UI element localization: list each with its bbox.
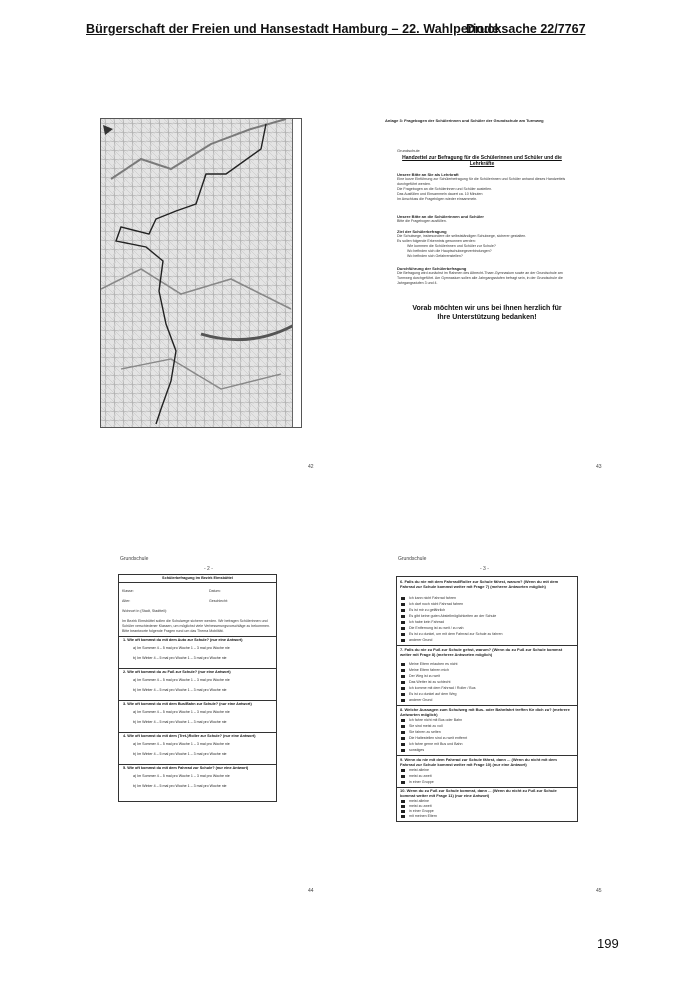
q3-summer: a) Im Sommer 4 – 5 mal pro Woche 1 – 3 mal pro Woche nie — [133, 710, 230, 714]
handout-heading: Handzettel zur Befragung für die Schülerinnen und Schüler und die Lehrkräfte — [402, 155, 562, 167]
thumb-page-44: 44 — [308, 888, 314, 894]
grundschule-label: Grundschule — [397, 148, 420, 153]
q2-winter: b) Im Winter 4 – 5 mal pro Woche 1 – 3 mal pro Woche nie — [133, 688, 227, 692]
q1-winter: b) Im Winter 4 – 5 mal pro Woche 1 – 3 mal pro Woche nie — [133, 656, 227, 660]
page-mark-45: - 3 - — [480, 566, 489, 572]
survey-form-44 — [118, 574, 277, 802]
section-procedure: Durchführung der Schülerbefragung Die Befragung wird zunächst im Rahmen des Albrecht-Thaer-Gymnasium sowie an der Grundschule am Turmweg durchgeführt. Am Gymnasium sollen alle Jahrgangsstufen befragt sein, in der Grundschule die Jahrgangsstufen 3 und 4. — [397, 266, 563, 285]
grundschule-label-45: Grundschule — [398, 556, 427, 562]
question-7: 7. Falls du nie zu Fuß zur Schule gehst, warum? (Wenn du zu Fuß zur Schule kommst weiter mit Frage 8) (mehrere Antworten möglich) — [400, 647, 563, 657]
question-10: 10. Wenn du zu Fuß zur Schule kommst, dann ... (Wenn du nicht zu Fuß zur Schule kommst weiter mit Frage 11) (nur eine Antwort) — [400, 788, 557, 798]
q5-winter: b) Im Winter 4 – 5 mal pro Woche 1 – 3 mal pro Woche nie — [133, 784, 227, 788]
question-5: 5. Wie oft kommst du mit dem Fahrrad zur Schule? (nur eine Antwort) — [119, 764, 276, 770]
form-title: Schülerbefragung im Bezirk Eimsbüttel — [119, 575, 276, 583]
annex-title: Anlage 3: Fragebogen der Schülerinnen und Schüler der Grundschule am Turmweg — [385, 118, 544, 123]
map-graphic — [101, 119, 301, 427]
handout-page — [385, 118, 585, 328]
field-residence: Wohnort in (Stadt, Stadtteil): — [122, 609, 168, 613]
page-number: 199 — [597, 936, 619, 951]
map-image — [100, 118, 302, 428]
q4-winter: b) Im Winter 4 – 5 mal pro Woche 1 – 3 mal pro Woche nie — [133, 752, 227, 756]
field-date: Datum: — [209, 589, 221, 593]
grundschule-label-44: Grundschule — [120, 556, 149, 562]
section-students: Unsere Bitte an die Schülerinnen und Schüler Bitte die Fragebogen ausfüllen. — [397, 214, 484, 223]
thumb-page-42: 42 — [308, 464, 314, 470]
section-goal: Ziel der Schülerbefragung Die Schulwege, insbesondere die selbstständigen Schulwege, sicherer gestalten. Es sollen folgende Erkenntnis gewonnen werden: Wie kommen die Schülerinnen und Schüler zur Schule? Wo befinden sich die Hauptschulwegeverbindungen? Wo befinden sich Gefahrenstellen? — [397, 229, 527, 258]
q1-summer: a) Im Sommer 4 – 5 mal pro Woche 1 – 3 mal pro Woche nie — [133, 646, 230, 650]
map-sidebar-strip — [292, 119, 301, 427]
thanks-note: Vorab möchten wir uns bei Ihnen herzlich für Ihre Unterstützung bedanken! — [412, 305, 562, 321]
question-2: 2. Wie oft kommst du zu Fuß zur Schule? (nur eine Antwort) — [119, 668, 276, 674]
question-4: 4. Wie oft kommst du mit dem (Tret-)Roller zur Schule? (nur eine Antwort) — [119, 732, 276, 738]
page-header — [0, 0, 700, 40]
section-teacher: Unsere Bitte an Sie als Lehrkraft Eine kurze Einführung zur Schülerbefragung für die Schülerinnen und Schüler anhand dieses Handzettels durchgeführt werden. Die Fragebogen an die Schülerinnen und Schüler austeilen. Das Ausfüllen und Einsammeln dauert ca. 10 Minuten Im Anschluss die Fragebögen wieder einsammeln. — [397, 172, 566, 201]
field-age: Alter: — [122, 599, 131, 603]
field-class: Klasse: — [122, 589, 134, 593]
question-6: 6. Falls du nie mit dem Fahrrad/Roller zur Schule fährst, warum? (Wenn du mit dem Fahrrad zur Schule kommst weiter mit Frage 7) (mehrere Antworten möglich) — [400, 579, 559, 589]
question-1: 1. Wie oft kommst du mit dem Auto zur Schule? (nur eine Antwort) — [119, 636, 276, 642]
thumb-page-43: 43 — [596, 464, 602, 470]
q4-summer: a) Im Sommer 4 – 5 mal pro Woche 1 – 3 mal pro Woche nie — [133, 742, 230, 746]
question-9: 9. Wenn du nie mit dem Fahrrad zur Schule fährst, dann ... (Wenn du nicht mit dem Fahrrad zur Schule kommst weiter mit Frage 10) (nur eine Antwort) — [400, 757, 557, 767]
page-mark-44: - 2 - — [204, 566, 213, 572]
q2-summer: a) Im Sommer 4 – 5 mal pro Woche 1 – 3 mal pro Woche nie — [133, 678, 230, 682]
question-3: 3. Wie oft kommst du mit dem Bus/Bahn zur Schule? (nur eine Antwort) — [119, 700, 276, 706]
form-intro: Im Bezirk Eimsbüttel sollen die Schulwege sicherer werden. Wir befragen Schülerinnen und Schüler verschiedener Klassen, um möglichst viele Verbesserungsvorschläge zu bekommen. Bitte beantworte folgende Fragen rund um das Thema Mobilität. — [122, 619, 271, 633]
field-gender: Geschlecht: — [209, 599, 228, 603]
header-title: Bürgerschaft der Freien und Hansestadt Hamburg – 22. Wahlperiode — [86, 22, 499, 36]
q3-winter: b) Im Winter 4 – 5 mal pro Woche 1 – 3 mal pro Woche nie — [133, 720, 227, 724]
q5-summer: a) Im Sommer 4 – 5 mal pro Woche 1 – 3 mal pro Woche nie — [133, 774, 230, 778]
thumb-page-45: 45 — [596, 888, 602, 894]
header-drucksache: Drucksache 22/7767 — [466, 22, 586, 36]
question-8: 8. Welche Aussagen zum Schulweg mit Bus- oder Bahnfahrt treffen für dich zu? (mehrere Antworten möglich) — [400, 707, 570, 717]
survey-form-45: 6. Falls du nie mit dem Fahrrad/Roller zur Schule fährst, warum? (Wenn du mit dem Fahrrad zur Schule kommst weiter mit Frage 7) (mehrere Antworten möglich) Ich kann nicht Fahrrad fahren Ich darf noch nicht Fahrrad fahren Es ist mir zu gefährlich Es gibt keine guten Abstellmöglichkeiten an der Schule Ich habe kein Fahrrad Die Entfernung ist zu weit / zu nah Es ist zu dunkel, um mit dem Fahrrad zur Schule zu fahren anderer Grund 7. Falls du nie zu Fuß zur Schule gehst, warum? (Wenn du zu Fuß zur Schule kommst weiter mit Frage 8) (mehrere Antworten möglich) Meine Eltern erlauben es nicht Meine Eltern fahren mich Der Weg ist zu weit Das Wetter ist zu schlecht Ich komme mit dem Fahrrad / Roller / Bus Es ist zu dunkel auf dem Weg anderer Grund 8. Welche Aussagen zum Schulweg mit Bus- oder Bahnfahrt treffen für dich zu? (mehrere Antworten möglich) Ich fahre nicht mit Bus oder Bahn Sie sind meist zu voll Sie fahren zu selten Die Haltestellen sind zu weit entfernt Ich fahre gerne mit Bus und Bahn sonstiges 9. Wenn du nie mit dem Fahrrad zur Schule fährst, dann ... (Wenn du nicht mit dem Fahrrad zur Schule kommst weiter mit Frage 10) (nur eine Antwort) meist alleine meist zu zweit in einer Gruppe 10. Wenn du zu Fuß zur Schule kommst, dann ... (Wenn du nicht zu Fuß zur Schule kommst weiter mit Frage 11) (nur eine Antwort) meist alleine meist zu zweit in einer Gruppe mit meinen Eltern — [396, 576, 578, 822]
